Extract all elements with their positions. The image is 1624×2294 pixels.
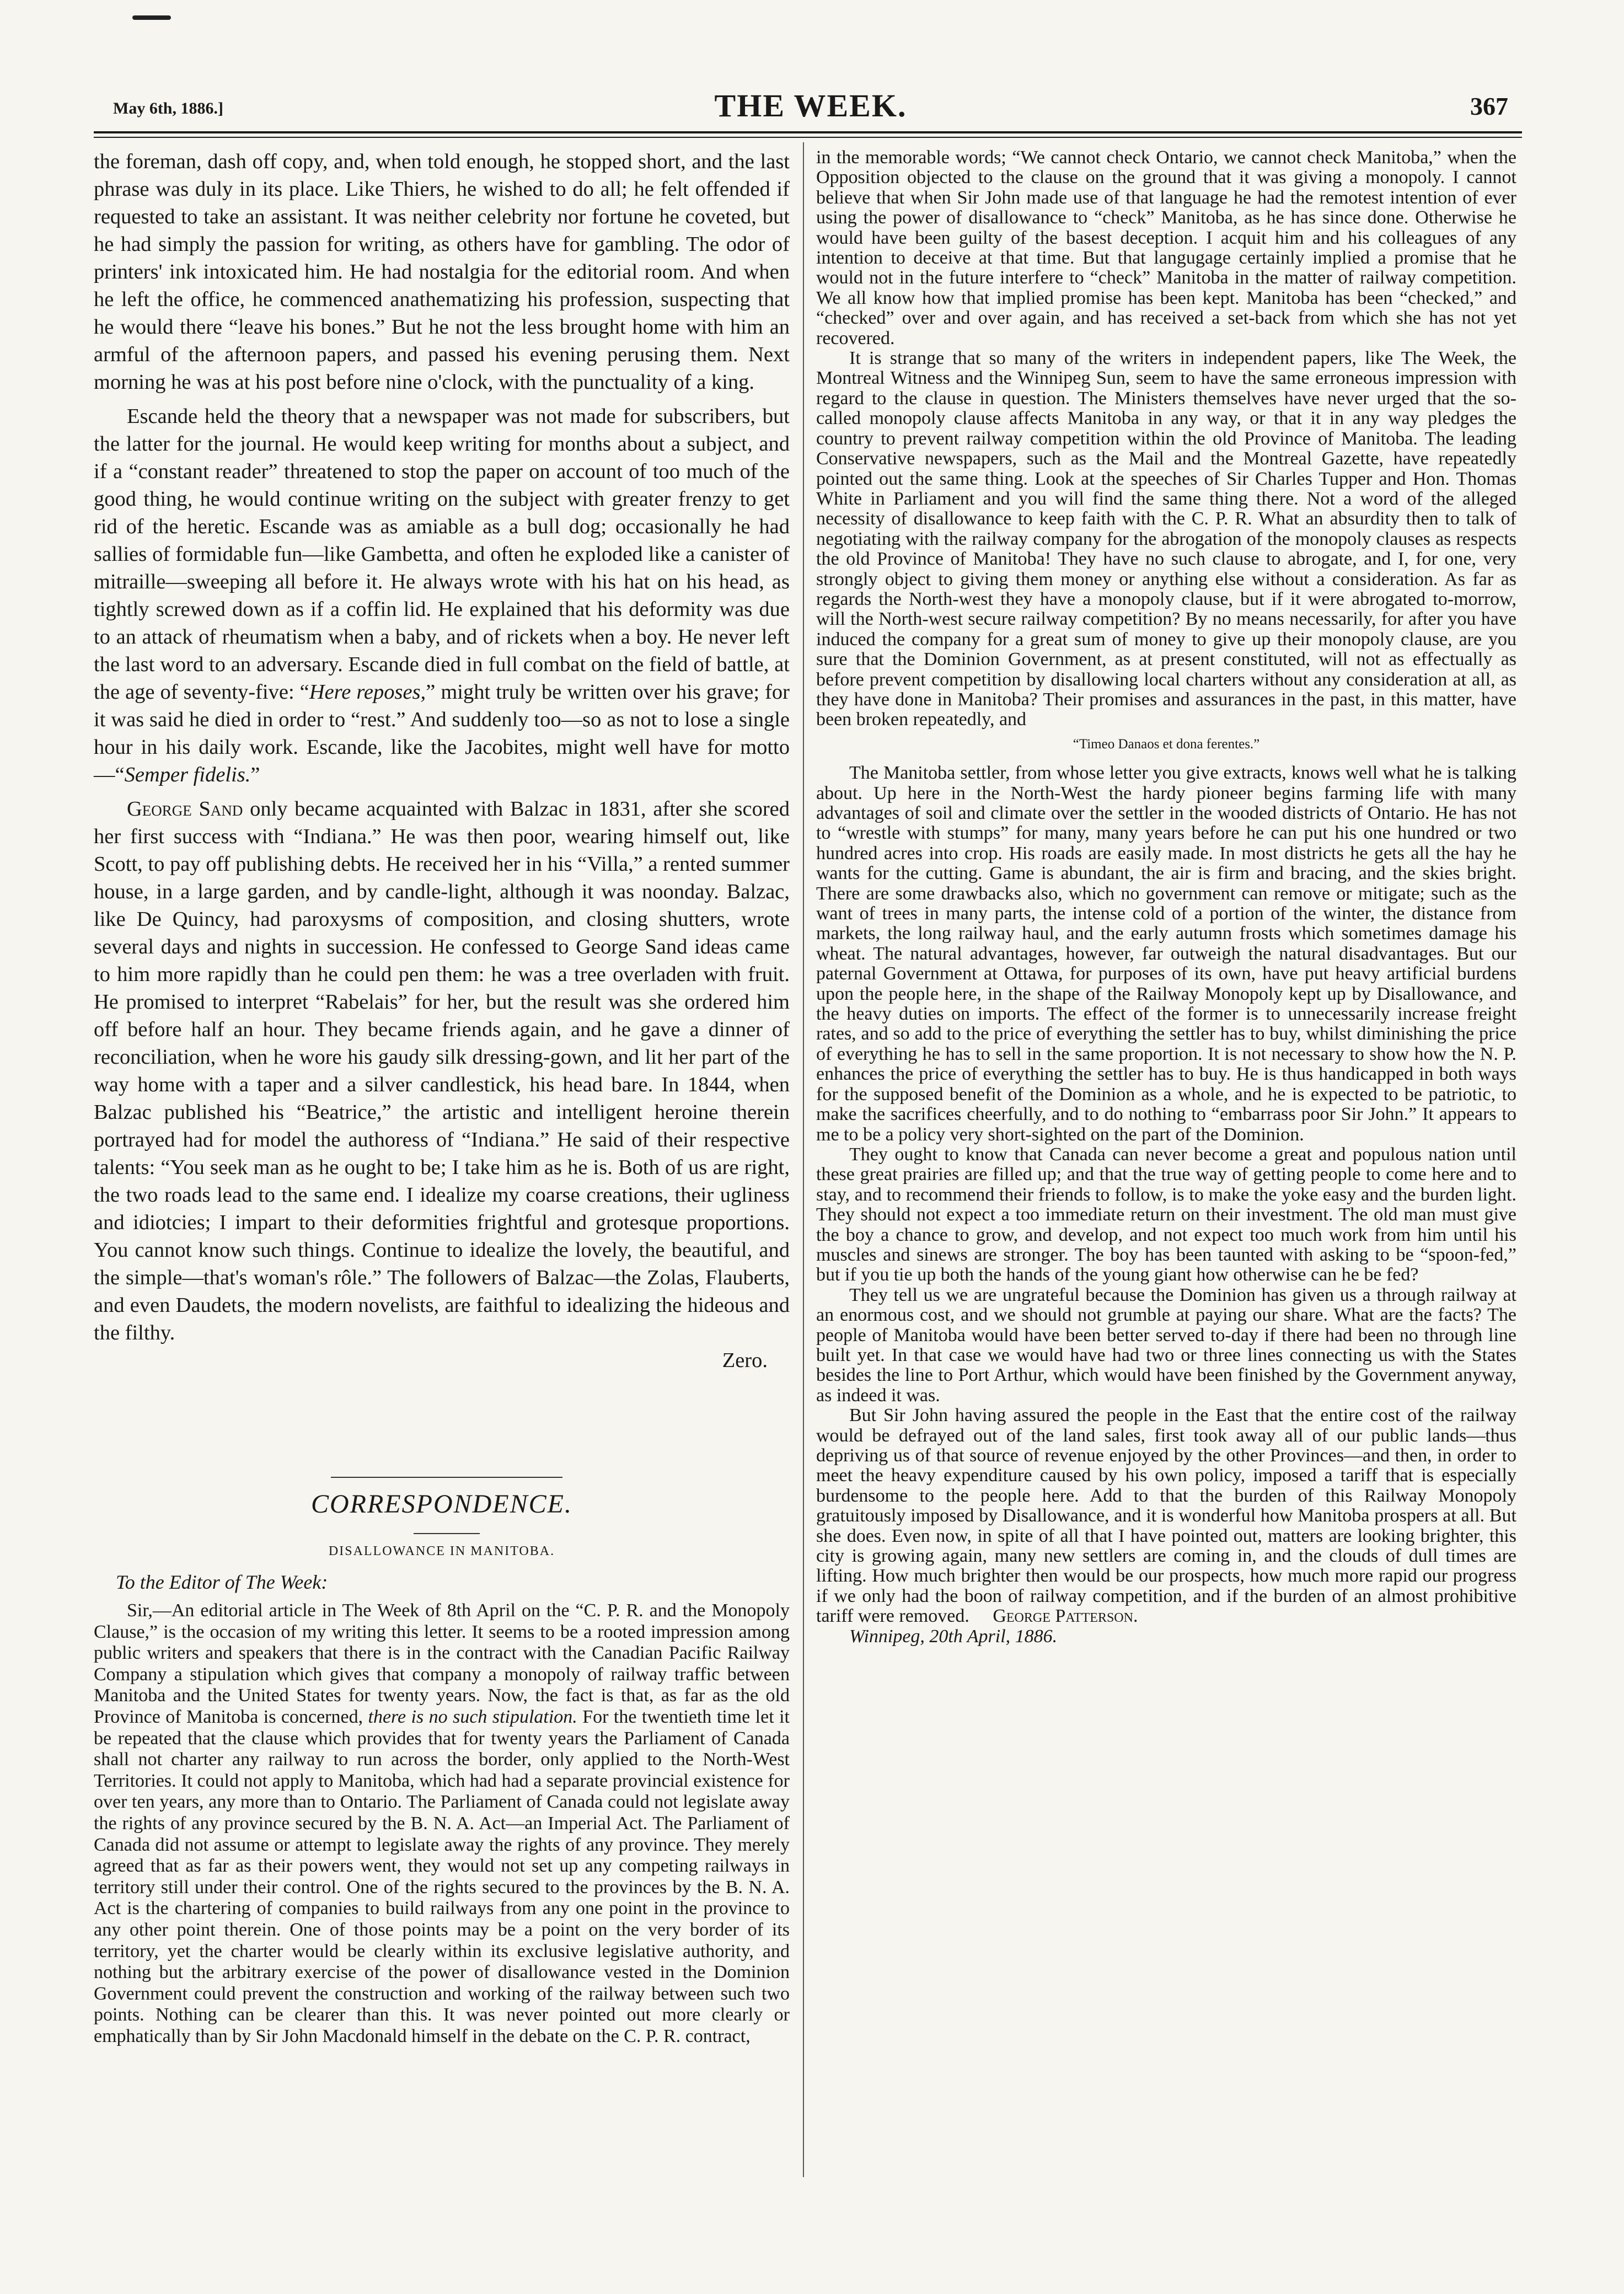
issue-date: May 6th, 1886.] xyxy=(113,99,223,117)
lead-name: George Sand xyxy=(127,797,243,821)
letter-paragraph xyxy=(816,1406,1516,1626)
italic-quote: Here reposes, xyxy=(309,680,426,704)
left-column-article xyxy=(94,148,790,1374)
letter-signature: George Patterson. xyxy=(993,1606,1138,1627)
letter-paragraph: They ought to know that Canada can never become a great and populous nation until these great prairies are filled up; and that the true way of getting people to come here and to stay, and to recommend their friends to follow, is to make the yoke easy and the burden light. They should not expect a too immediate return on their investment. The old man must give the boy a chance to grow, and develop, and not expect too much work from him until his muscles and sinews are stronger. The boy has been taunted with asking to be “spoon-fed,” but if you tie up both the hands of the young giant how otherwise can he be fed? xyxy=(816,1144,1516,1285)
letter-body-left xyxy=(94,1600,790,2047)
text-run: Sir,—An editorial article in The Week of 8th April on the “C. P. R. and the Monopoly Clause,” is the occasion of my writing this letter. It seems to be a rooted impression among public writers and speakers that there is in the contract with the Canadian Pacific Railway Company a stipulation which gives that company a monopoly of railway traffic between Manitoba and the United States for twenty years. Now, the fact is that, as far as the old Province of Manitoba is concerned, xyxy=(94,1600,790,1727)
letter-paragraph: They tell us we are ungrateful because the Dominion has given us a through railway at an enormous cost, and we should not grumble at paying our share. What are the facts? The people of Manitoba would have been better served to-day if there had been no through line built yet. In that case we would have had two or three lines connecting us with the States besides the line to Port Arthur, which would have been finished by the Government anyway, as indeed it was. xyxy=(816,1284,1516,1406)
article-paragraph xyxy=(94,403,790,789)
latin-quote: “Timeo Danaos et dona ferentes.” xyxy=(1073,736,1260,752)
text-run: only became acquainted with Balzac in 1831, after she scored her first success with “Indiana.” He was then poor, wearing himself out, like Scott, to pay off publishing debts. He received her in his “Villa,” a rented summer house, in a large garden, and by candle-light, although it was noonday. Balzac, like De Quincy, had paroxysms of composition, and closing shutters, wrote several days and nights in succession. He confessed to George Sand ideas came to him more rapidly than he could pen them: he was a tree overladen with fruit. He promised to interpret “Rabelais” for her, but the result was she ordered him off before half an hour. They became friends again, and he gave a dinner of reconciliation, when he wore his gaudy silk dressing-gown, and lit her part of the way home with a taper and a silver candlestick, his head bare. In 1844, when Balzac published his “Beatrice,” the artistic and intelligent heroine therein portrayed had for model the authoress of “Indiana.” He said of their respective talents: “You seek man as he ought to be; I take him as he is. Both of us are right, the two roads lead to the same end. I idealize my coarse creations, their ugliness and idiotcies; I impart to their deformities frightful and grotesque proportions. You cannot know such things. Continue to idealize the lovely, the beautiful, and the simple—that's woman's rôle.” The followers of Balzac—the Zolas, Flauberts, and even Daudets, the modern novelists, are faithful to idealizing the hideous and the filthy. xyxy=(94,797,790,1344)
column-divider xyxy=(803,142,804,2177)
letter-paragraph: in the memorable words; “We cannot check Ontario, we cannot check Manitoba,” when the Opposition objected to the clause on the ground that it was giving a monopoly. I cannot believe that when Sir John made use of that language he had the remotest intention of ever using the power of disallowance to “check” Manitoba, as he has since done. Otherwise he would have been guilty of the basest deception. I acquit him and his colleagues of any intention to deceive at that time. But that langugage certainly implied a promise that he would not in the future interfere to “check” Manitoba in the matter of railway competition. We all know how that implied promise has been kept. Manitoba has been “checked,” and “checked” over and over again, and has received a set-back from which she has not yet recovered. xyxy=(816,147,1516,349)
masthead-title: THE WEEK. xyxy=(714,88,907,124)
heading-rule xyxy=(414,1533,480,1534)
section-heading: CORRESPONDENCE. xyxy=(311,1489,572,1519)
article-paragraph xyxy=(94,795,790,1347)
text-run: Escande held the theory that a newspaper was not made for subscribers, but the latter for the journal. He would keep writing for months about a subject, and if a “constant reader” threatened to stop the paper on account of too much of the good thing, he would continue writing on the subject with greater frenzy to get rid of the heretic. Escande was as amiable as a bull dog; occasionally he had sallies of formidable fun—like Gambetta, and often he exploded like a canister of mitraille—sweeping all before it. He always wrote with his hat on his head, as tightly screwed down as if a coffin lid. He explained that his deformity was due to an attack of rheumatism when a baby, and of rickets when a boy. He never left the last word to an adversary. Escande died in full combat on the field of battle, at the age of seventy-five: “ xyxy=(94,405,790,704)
letter-body-right xyxy=(816,148,1516,1647)
letter-dateline: Winnipeg, 20th April, 1886. xyxy=(849,1626,1058,1647)
italic-motto: Semper fidelis. xyxy=(124,763,251,786)
author-signature xyxy=(94,1347,790,1374)
letter-subheading: DISALLOWANCE IN MANITOBA. xyxy=(328,1544,555,1558)
signature-text: Zero. xyxy=(722,1349,768,1372)
ink-mark xyxy=(132,15,171,20)
letter-paragraph: It is strange that so many of the writers in independent papers, like The Week, the Montreal Witness and the Winnipeg Sun, seem to have the same erroneous impression with regard to the clause in question. The Ministers themselves have never urged that the so-called monopoly clause affects Manitoba in any way, or that it in any way pledges the country to prevent railway competition within the old Province of Manitoba. The leading Conservative newspapers, such as the Mail and the Montreal Gazette, have repeatedly pointed out the same thing. Look at the speeches of Sir Charles Tupper and Hon. Thomas White in Parliament and you will find the same thing there. Not a word of the alleged necessity of disallowance to keep faith with the C. P. R. What an absurdity then to talk of negotiating with the railway company for the abrogation of the monopoly clauses as respects the old Province of Manitoba! They have no such clause to abrogate, and I, for one, very strongly object to giving them money or anything else without a consideration. As far as regards the North-west they have a monopoly clause, but if it were abrogated to-morrow, will the North-west secure railway competition? By no means necessarily, for after you have induced the company for a great sum of money to give up their monopoly clause, are you sure that the Dominion Government, as at present constituted, will not as effectually as before prevent competition by disallowing local charters without any consideration at all, as they have done in Manitoba? Their promises and assurances in the past, in this matter, have been broken repeatedly, and xyxy=(816,348,1516,730)
page-number: 367 xyxy=(1470,92,1508,120)
text-run: ” might truly be written over his grave; for it was said he died in order to “rest.” And suddenly too—so as not to lose a single hour in his daily work. Escande, like the Jacobites, might well have for motto—“ xyxy=(94,680,790,786)
text-run: For the twentieth time let it be repeated that the clause which provides that for twenty years the Parliament of Canada shall not charter any railway to run across the border, only applied to the North-West Territories. It could not apply to Manitoba, which had had a separate provincial existence for over ten years, any more than to Ontario. The Parliament of Canada could not legislate away the rights of any province secured by the B. N. A. Act—an Imperial Act. The Parliament of Canada did not assume or attempt to legislate away the rights of any province. They merely agreed that as far as their powers went, they would not set up any competing railways in territory still under their control. One of the rights secured to the provinces by the B. N. A. Act is the chartering of companies to build railways from any one point in the province to any other point therein. One of those points may be a point on the very border of its territory, yet the charter would be clearly within its exclusive legislative authority, and nothing but the arbitrary exercise of the power of disallowance vested in the Dominion Government could prevent the construction and working of the railway between such two points. Nothing can be clearer than this. It was never pointed out more clearly or emphatically than by Sir John Macdonald himself in the debate on the C. P. R. contract, xyxy=(94,1706,790,2046)
header-rule-thin xyxy=(94,137,1522,138)
italic-emphasis: there is no such stipulation. xyxy=(368,1706,577,1727)
section-separator xyxy=(331,1477,562,1478)
letter-paragraph: The Manitoba settler, from whose letter you give extracts, knows well what he is talking about. Up here in the North-West the hardy pioneer begins farming life with many advantages of soil and climate over the settler in the wooded districts of Ontario. He has not to “wrestle with stumps” for many, many years before he can put his one hundred or two hundred acres into crop. His roads are easily made. In most districts he gets all the hay he wants for the cutting. Game is abundant, the air is firm and bracing, and the skies bright. There are some drawbacks also, which no government can remove or mitigate; such as the want of trees in many parts, the intense cold of a portion of the winter, the distance from markets, the long railway haul, and the early autumn frosts which sometimes damage his wheat. The natural advantages, however, far outweigh the natural disadvantages. But our paternal Government at Ottawa, for purposes of its own, have put heavy artificial burdens upon the people here, in the shape of the Railway Monopoly kept up by Disallowance, and the heavy duties on imports. The effect of the former is to unnecessarily increase freight rates, and so add to the price of everything the settler has to buy, whilst diminishing the price of everything he has to sell in the same proportion. It is not necessary to show how the N. P. enhances the price of everything the settler has to buy. He is thus handicapped in both ways for the supposed benefit of the Dominion as a whole, and he is expected to be patriotic, to make the sacrifices cheerfully, and to do nothing to “embarrass poor Sir John.” It appears to me to be a policy very short-sighted on the part of the Dominion. xyxy=(816,763,1516,1145)
letter-paragraph xyxy=(94,1600,790,2047)
text-run: ” xyxy=(250,763,260,786)
letter-salutation: To the Editor of The Week: xyxy=(116,1571,328,1593)
header-rule-thick xyxy=(94,131,1522,133)
article-paragraph: the foreman, dash off copy, and, when told enough, he stopped short, and the last phrase was duly in its place. Like Thiers, he wished to do all; he felt offended if requested to take an assistant. It was neither celebrity nor fortune he coveted, but he had simply the passion for writing, as others have for gambling. The odor of printers' ink intoxicated him. He had nostalgia for the editorial room. And when he left the office, he commenced anathematizing his profession, suspecting that he would there “leave his bones.” But he not the less brought home with him an armful of the afternoon papers, and passed his evening perusing them. Next morning he was at his post before nine o'clock, with the punctuality of a king. xyxy=(94,150,790,394)
text-run: But Sir John having assured the people in the East that the entire cost of the railway would be defrayed out of the land sales, first took away all of our public lands—thus depriving us of that source of revenue enjoyed by the other Provinces—and then, in order to meet the heavy expenditure caused by his own policy, imposed a tariff that is especially burdensome to the people here. Add to that the burden of this Railway Monopoly gratuitously imposed by Disallowance, and it is wonderful how Manitoba prospers at all. But she does. Even now, in spite of all that I have pointed out, matters are looking brighter, this city is growing again, many new settlers are coming in, and the clouds of dull times are lifting. How much brighter then would be our prospects, how much more rapid our progress if we only had the boon of railway competition, and if the burden of an almost prohibitive tariff were removed. xyxy=(816,1405,1516,1627)
page-header xyxy=(113,87,1508,126)
